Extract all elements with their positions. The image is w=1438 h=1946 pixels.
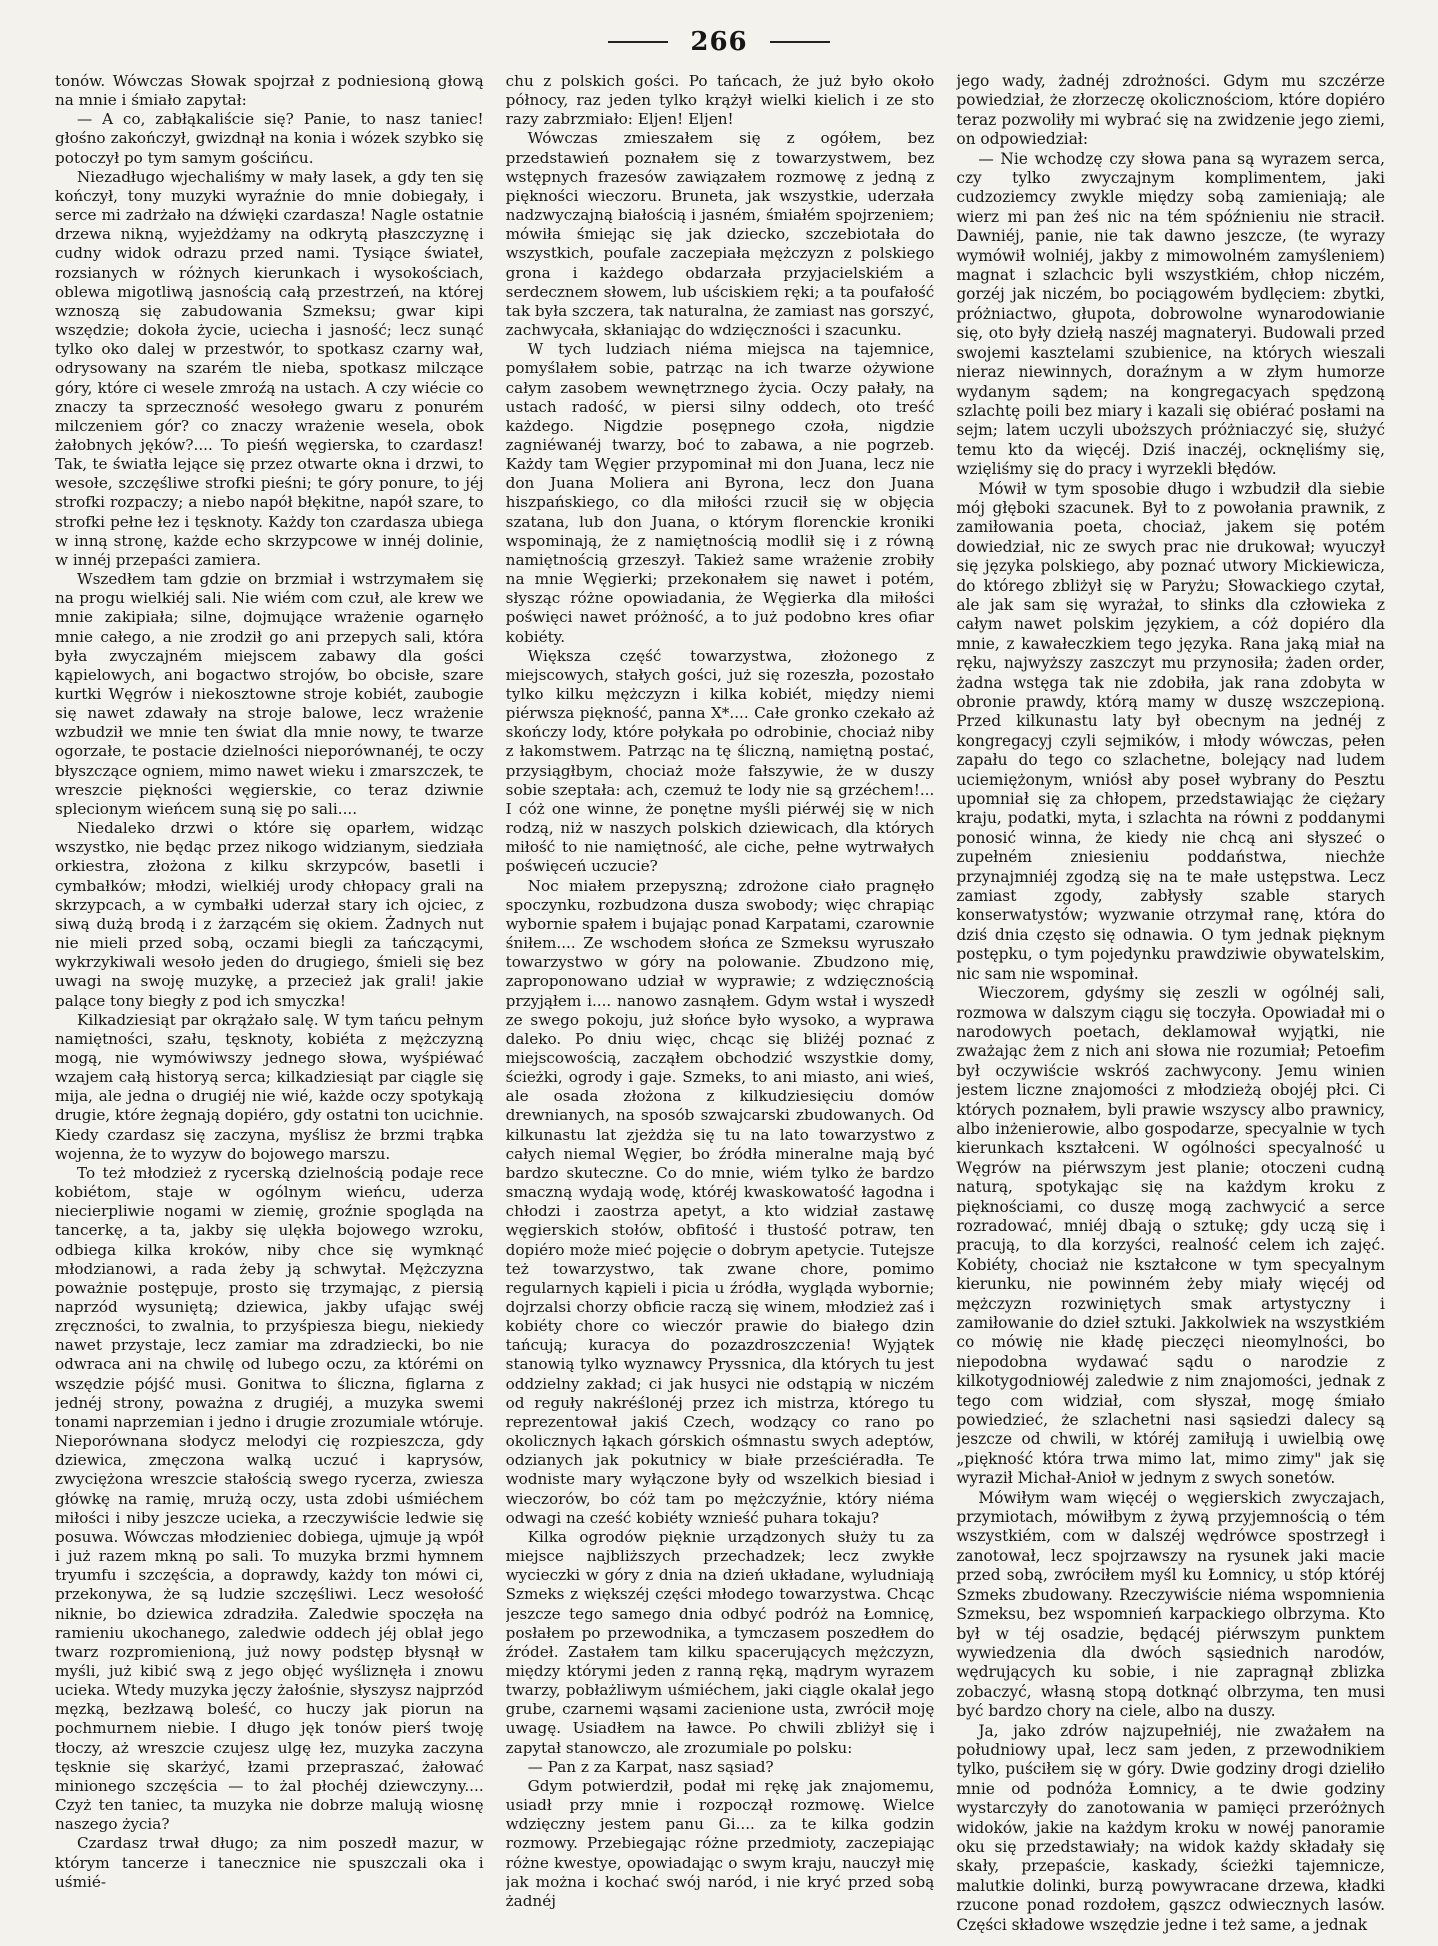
paragraph: To też młodzież z rycerską dzielnością podaje rece kobiétom, staje w ogólnym wieńcu, uderza niecierpliwie nogami w ziemię, groźnie spogląda na tancerkę, a ta, jakby się ulękła bojowego wzroku, odbiega kilka kroków, niby chce się wymknąć młodzianowi, a rada żeby ją schwytał. Mężczyzna poważnie postępuje, prosto się trzymając, z piersią naprzód wysuniętą; dziewica, jakby ufając swéj zręczności, to zwalnia, to przyśpiesza biegu, niekiedy nawet przystaje, lecz zamiar ma zdradziecki, bo nie odwraca ani na chwilę od lubego oczu, za którémi on wszędzie pójść musi. Gonitwa to śliczna, figlarna z jednéj strony, poważna z drugiéj, a muzyka swemi tonami naprzemian i jedno i drugie zrozumiale wtóruje. Nieporównana słodycz melodyi cię rozpieszcza, gdy dziewica, zmęczona walką uczuć i kaprysów, zwyciężona wreszcie stałością swego rycerza, zwiesza główkę na ramię, mrużą oczy, usta zdobi uśmiéchem miłości i niby jeszcze ucieka, a rzeczywiście ledwie się posuwa. Wówczas młodzieniec dobiega, ujmuje ją wpół i już razem mkną po sali. To muzyka brzmi hymnem tryumfu i szczęścia, a doprawdy, każdy ton mówi ci, przekonywa, że są ludzie szczęśliwi. Lecz wesołość niknie, bo dziewica zdradziła. Zaledwie spoczęła na ramieniu ukochanego, zaledwie oddech jéj oblał jego twarz rozpromienioną, już nowy podstęp błysnął w myśli, już kibić swą z jego objęć wyśliznęła i znowu ucieka. Wtedy muzyka jęczy żałośnie, słyszysz najprzód męzką, bezłzawą boleść, co huczy jak piorun na pochmurnem niebie. I długo jęk tonów pierś twoję tłoczy, aż wreszcie czujesz ulgę łez, muzyka zaczyna tęsknie się skarżyć, łzami przepraszać, żałować minionego szczęścia — to żal płochéj dziewczyny.... Czyż ten taniec, ta muzyka nie dobrze malują wiosnę naszego życia? — [55, 1163, 484, 1834]
paragraph: Mówiłym wam więcéj o węgierskich zwyczajach, przymiotach, mówiłbym z żywą przyjemnością o tém wszystkiém, com w dalszéj wędrówce spostrzegł i zanotował, lecz spojrzawszy na rysunek jaki macie przed sobą, zwróciłem myśl ku Łomnicy, u stóp któréj Szmeks zbudowany. Rzeczywiście niéma wspomnienia Szmeksu, bez wspomnień karpackiego olbrzyma. Kto był w téj osadzie, będącéj piérwszym punktem wywiedzenia dla dwóch sąsiednich narodów, wędrujących ku sobie, i nie zapragnął zblizka zobaczyć, własną stopą dotknąć olbrzyma, ten musi być bardzo chory na ciele, albo na duszy. — [956, 1488, 1385, 1721]
paragraph: Noc miałem przepyszną; zdrożone ciało pragnęło spoczynku, rozbudzona dusza swobody; więc chrapiąc wybornie spałem i bujając ponad Karpatami, czarownie śniłem.... Ze wschodem słońca ze Szmeksu wyruszało towarzystwo w góry na polowanie. Zbudzono mię, zaproponowano udział w wyprawie; z wdzięcznością przyjąłem i.... nanowo zasnąłem. Gdym wstał i wyszedł ze swego pokoju, już słońce było wysoko, a wyprawa daleko. Po dniu więc, chcąc się bliżéj poznać z miejscowością, zacząłem obchodzić wszystkie domy, ścieżki, ogrody i gaje. Szmeks, to ani miasto, ani wieś, ale osada złożona z kilkudziesięciu domów drewnianych, na sposób szwajcarski zbudowanych. Od kilkunastu lat zjeżdża się tu na lato towarzystwo z całych niemal Węgier, bo źródła mineralne mają być bardzo skuteczne. Co do mnie, wiém tylko że bardzo smaczną wydają wodę, któréj kwaskowatość łagodna i chłodzi i zaostrza apetyt, a kto widział zastawę węgierskich stołów, obfitość i tłustość potraw, ten dopiéro może mieć pojęcie o dobrym apetycie. Tutejsze też towarzystwo, tak zwane chore, pomimo regularnych kąpieli i picia u źródła, wygląda wybornie; dojrzalsi chorzy obficie raczą się winem, młodzież zaś i kobiéty chore co wieczór prawie do białego dzin tańcują; kuracya do pozazdroszczenia! Wyjątek stanowią tylko wyznawcy Pryssnica, dla których tu jest oddzielny zakład; ci jak husyci nie odstąpią w niczém od reguły nakréślonéj przez ich mistrza, którego tu reprezentował jakiś Czech, wodzący co rano po okolicznych łąkach górskich ośmnastu swych adeptów, odzianych jak pokutnicy w białe prześciéradła. Te wodniste mary wyłączone były od wszelkich biesiad i wieczorów, bo cóż tam po mężczyźnie, który niéma odwagi na cześć kobiéty wznieść puhara tokaju? — [505, 876, 935, 1527]
page-header — [0, 18, 1438, 66]
paragraph: chu z polskich gości. Po tańcach, że już było około północy, raz jeden tylko krążył wielki kielich i ze sto razy zabrzmiało: Eljen! Eljen! — [505, 72, 935, 129]
text-columns — [55, 72, 1385, 1934]
paragraph: — A co, zabłąkaliście się? Panie, to nasz taniec! głośno zakończył, gwizdnął na konia i wózek szybko się potoczył po tym samym gościńcu. — [55, 110, 484, 167]
paragraph: W tych ludziach niéma miejsca na tajemnice, pomyślałem sobie, patrząc na ich twarze ożywione całym zasobem wewnętrznego życia. Oczy pałały, na ustach radość, w piersi silny oddech, oto treść każdego. Nigdzie posępnego czoła, nigdzie zagniéwanéj twarzy, boć to zabawa, a nie pogrzeb. Każdy tam Węgier przypominał mi don Juana, lecz nie don Juana Moliera ani Byrona, lecz don Juana hiszpańskiego, co dla miłości rzucił się w objęcia szatana, lub don Juana, o którym florenckie kroniki wspominają, że z namiętnością modlił się i z równą namiętnością grzeszył. Takież same wrażenie zrobiły na mnie Węgierki; przekonałem się nawet i potém, słysząc różne opowiadania, że Węgierka dla miłości poświęci nawet próżność, a to już podobno kres ofiar kobiéty. — [505, 340, 935, 646]
paragraph: Gdym potwierdził, podał mi rękę jak znajomemu, usiadł przy mnie i rozpoczął rozmowę. Wielce wdzięczny jestem panu Gi.... za te kilka godzin rozmowy. Przebiegając różne przedmioty, zaczepiając różne kwestye, opowiadając o swym kraju, nauczył mię jak można i kochać swój naród, i nie kryć przed sobą żadnéj — [505, 1776, 935, 1910]
header-rule-left — [608, 41, 668, 43]
paragraph: Niezadługo wjechaliśmy w mały lasek, a gdy ten się kończył, tony muzyki wyraźnie do mnie dobiegały, i serce mi zadrżało na dźwięki czardasza! Nagle ostatnie drzewa nikną, wyjeżdżamy na odkrytą płaszczyznę i cudny widok odrazu przed nami. Tysiące świateł, rozsianych w różnych kierunkach i wysokościach, oblewa migotliwą jasnością całą przestrzeń, na której wznoszą się zabudowania Szmeksu; gwar kipi wszędzie; dokoła życie, uciecha i jasność; lecz sunąć tylko oko dalej w przestwór, to spotkasz czarny wał, odrysowany na szarém tle nieba, spotkasz milczące góry, które ci wesele zmroźą na ustach. A czy wiécie co znaczy ta sprzeczność wesołego gwaru z ponurém milczeniem gór? co znaczy wrażenie wesela, obok żałobnych jęków?.... To pieśń węgierska, to czardasz! Tak, te światła lejące się przez otwarte okna i drzwi, to wesołe, szczęśliwe strofki pieśni; te góry ponure, to jéj strofki rozpaczy; a niebo napół błękitne, napół szare, to strofki pełne łez i tęsknoty. Każdy ton czardasza ubiega w inną stronę, każde echo skrzypcowe w innéj dolinie, w innéj przepaści zamiera. — [55, 167, 484, 569]
paragraph: Czardasz trwał długo; za nim poszedł mazur, w którym tancerze i tanecznice nie spuszczali oka i uśmié- — [55, 1834, 484, 1891]
paragraph: — Nie wchodzę czy słowa pana są wyrazem serca, czy tylko zwyczajnym komplimentem, jaki cudzoziemcy zwykle między sobą zamieniają; ale wierz mi pan żeś nic na tém spóźnieniu nie stracił. Dawniéj, panie, nie tak dawno jeszcze, (te wyrazy wymówił wolniéj, jakby z mimowolném zamyśleniem) magnat i szlachcic byli wszystkiém, chłop niczém, gorzéj jak niczém, bo pociągowém bydlęciem: zbytki, próżniactwo, głupota, dobrowolne wynarodowianie się, oto były dziełą naszéj magnateryi. Budowali przed swojemi kasztelami szubienice, na których wieszali nieraz niewinnych, doraźnym a w złym humorze wydanym sądem; na kongregacyach spędzoną szlachtę poili bez miary i kazali się obiérać posłami na sejm; latem uczyli uboższych próżniaczyć się, służyć temu kto da więcéj. Dziś inaczéj, ocknęliśmy się, wzięliśmy się do pracy i wyrzekli błędów. — [956, 149, 1385, 479]
paragraph: Wówczas zmieszałem się z ogółem, bez przedstawień poznałem się z towarzystwem, bez wstępnych frazesów zawiązałem rozmowę z jedną z piękności wieczoru. Bruneta, jak wszystkie, uderzała nadzwyczajną białością i jasném, śmiałém spojrzeniem; mówiła śmiejąc się jak dziecko, szczebiotała do wszystkich, poufale zaczepiała mężczyzn z polskiego grona i każdego obdarzała przyjacielskiém a serdecznem słowem, lub uściskiem ręki; a ta poufałość tak była szczera, tak naturalna, że zamiast nas gorszyć, zachwycała, skłaniając do wdzięczności i szacunku. — [505, 129, 935, 340]
paragraph: Kilka ogrodów pięknie urządzonych służy tu za miejsce najbliższych przechadzek; lecz zwykłe wycieczki w góry z dnia na dzień układane, wyludniają Szmeks z większéj części młodego towarzystwa. Chcąc jeszcze tego samego dnia odbyć podróż na Łomnicę, posłałem po przewodnika, a tymczasem poszedłem do źródeł. Zastałem tam kilku spacerujących mężczyzn, między którymi jeden z ranną ręką, mądrym wyrazem twarzy, pobłażliwym uśmiéchem, jaki ciągle okalał jego grube, czarnemi wąsami zacienione usta, zwrócił moję uwagę. Usiadłem na ławce. Po chwili zbliżył się i zapytał stanowczo, ale zrozumiale po polsku: — [505, 1527, 935, 1757]
paragraph: jego wady, żadnéj zdrożności. Gdym mu szczérze powiedział, że złorzeczę okolicznościom, które dopiéro teraz pozwoliły mi wybrać się na zwidzenie jego ziemi, on odpowiedział: — [956, 72, 1385, 149]
paragraph: Wieczorem, gdyśmy się zeszli w ogólnéj sali, rozmowa w dalszym ciągu się toczyła. Opowiadał mi o narodowych poetach, deklamował wyjątki, nie zważając żem z nich ani słowa nie rozumiał; Petoefim był oczywiście wskróś zachwycony. Jemu winien jestem liczne znajomości z młodzieżą obojéj płci. Ci których poznałem, byli prawie wszyscy albo prawnicy, albo inżenierowie, albo gospodarze, specyalnie w tych kierunkach kształceni. W ogólności specyalność u Węgrów na piérwszym jest planie; otoczeni cudną naturą, spotykając się na każdym kroku z pięknościami, co duszę mogą zachwycić a serce rozradować, mniéj dbają o sztukę; gdy uczą się i pracują, to dla korzyści, realność celem ich zajęć. Kobiéty, chociaż nie kształcone w tym specyalnym kierunku, nie powinném żeby miały więcéj od mężczyzn rozwiniętych smak artystyczny i zamiłowanie do dzieł sztuki. Jakkolwiek na wszystkiém co mówię nie kładę pieczęci nieomylności, bo niepodobna wydawać sądu o narodzie z kilkotygodniowéj zaledwie z nim znajomości, jednak z tego com widział, com słyszał, mogę śmiało powiedzieć, że szlachetni nasi sąsiedzi dalecy są jeszcze od chwili, w któréj zamiłują i uwielbią owę „piękność która trwa mimo lat, mimo zimy" jak się wyraził Michał-Anioł w jednym z swych sonetów. — [956, 984, 1385, 1488]
column-1 — [55, 72, 484, 1934]
header-rule-right — [770, 41, 830, 43]
paragraph: tonów. Wówczas Słowak spojrzał z podniesioną głową na mnie i śmiało zapytał: — [55, 72, 484, 110]
page-number: 266 — [690, 27, 748, 57]
paragraph: — Pan z za Karpat, nasz sąsiad? — [527, 1757, 774, 1776]
paragraph: Wszedłem tam gdzie on brzmiał i wstrzymałem się na progu wielkiéj sali. Nie wiém com czuł, ale krew we mnie zakipiała; silne, dojmujące wrażenie ogarnęło mnie całego, a nie zrodził go ani przepych sali, która była zwyczajném miejscem zabawy dla gości kąpielowych, ani bogactwo strojów, bo obcisłe, szare kurtki Węgrów i niekosztowne stroje kobiét, zaubogie się nawet zdawały na stroje balowe, lecz wrażenie wzbudził we mnie ten świat dla mnie nowy, te twarze ogorzałe, te postacie dzielności nieporównanéj, te oczy błyszczące ogniem, mimo nawet wieku i zmarszczek, te wreszcie piękności węgierskie, co teraz dziwnie splecionym wieńcem suną się po sali.... — [55, 570, 484, 818]
paragraph: Kilkadziesiąt par okrążało salę. W tym tańcu pełnym namiętności, szału, tęsknoty, kobiéta z mężczyzną mogą, nie wymówiwszy jednego słowa, wyśpiéwać wzajem całą historyą serca; kilkadziesiąt par ciągle się mija, ale jedna o drugiéj nie wié, każde oczy spotykają drugie, które żegnają dopiéro, gdy ostatni ton ucichnie. Kiedy czardasz się zaczyna, myślisz że brzmi trąbka wojenna, że to wyzyw do bojowego marszu. — [55, 1010, 484, 1163]
paragraph: Większa część towarzystwa, złożonego z miejscowych, stałych gości, już się rozeszła, pozostało tylko kilku mężczyzn i kilka kobiét, między niemi piérwsza piękność, panna X*.... Całe gronko czekało aż skończy lody, które połykała po odrobinie, chociaż niby z łakomstwem. Patrząc na tę śliczną, namiętną postać, przysiągłbym, chociaż może fałszywie, że w duszy sobie szeptała: ach, czemuż te lody nie są grzéchem!... I cóż one winne, że ponętne myśli piérwéj się w nich rodzą, niż w naszych polskich dziewicach, dla których miłość to nie namiętność, ale ciche, pełne wytrwałych poświęceń uczucie? — [505, 646, 935, 876]
paragraph: Ja, jako zdrów najzupełniéj, nie zważałem na południowy upał, lecz sam jeden, z przewodnikiem tylko, puściłem się w góry. Dwie godziny drogi dzieliło mnie od podnóża Łomnicy, a te dwie godziny wystarczyły do zanotowania w pamięci przeróżnych widoków, jakie na każdym kroku w nowéj panoramie oku się przedstawiały; na widok każdy składały się skały, przepaście, kaskady, ścieżki tajemnicze, malutkie dolinki, burzą powywracane drzewa, kładki rzucone ponad rozdołem, gąszcz odwiecznych lasów. Części składowe wszędzie jedne i też same, a jednak — [956, 1721, 1385, 1934]
paragraph: Mówił w tym sposobie długo i wzbudził dla siebie mój głęboki szacunek. Był to z powołania prawnik, z zamiłowania poeta, chociaż, jakem się potém dowiedział, nic ze swych prac nie drukował; wyuczył się języka polskiego, aby poznać utwory Mickiewicza, do którego zbliżył się w Paryżu; Słowackiego czytał, ale jak sam się wyrażał, to słinks dla człowieka z całym nawet polskim językiem, a cóż dopiéro dla mnie, z kawałeczkiem tego języka. Rana jaką miał na ręku, najwyższy zaszczyt mu przynosiła; żaden order, żadna wstęga tak nie zdobiła, jak rana zdobyta w obronie prawdy, którą mamy w duszę wszczepioną. Przed kilkunastu laty był obecnym na jednéj z kongregacyj czyli sejmików, i młody wówczas, pełen zapału do tego co szlachetne, bolejący nad ludem uciemiężonym, wniósł aby poseł wybrany do Pesztu upomniał się za chłopem, przedstawiając że ciężary kraju, podatki, myta, i szlachta na równi z poddanymi ponosić winna, że kiedy nie chcą ani słyszeć o zupełném zniesieniu poddaństwa, niechże przynajmniéj zgodzą się na te małe ustępstwa. Lecz zamiast zgody, zabłysły szable starych konserwatystów; wyzwanie otrzymał ranę, która do dziś dnia często się odnawia. O tym jednak pięknym postępku, o tym pojedynku prawdziwie obywatelskim, nic sam nie wspominał. — [956, 479, 1385, 983]
column-2 — [506, 72, 935, 1934]
column-3 — [956, 72, 1385, 1934]
paragraph: Niedaleko drzwi o które się oparłem, widząc wszystko, nie będąc przez nikogo widzianym, siedziała orkiestra, złożona z kilku skrzypców, basetli i cymbałków; młodzi, wielkiéj urody chłopacy grali na skrzypcach, a w cymbałki uderzał stary ich ojciec, z siwą dużą brodą i z żarzącém się okiem. Żadnych nut nie mieli przed sobą, oczami biegli za tańczącymi, wykrzykiwali wesoło jeden do drugiego, śmieli się bez uwagi na swoję muzykę, a przecież jak grali! jakie palące tony biegły z pod ich smyczka! — [55, 819, 484, 1010]
